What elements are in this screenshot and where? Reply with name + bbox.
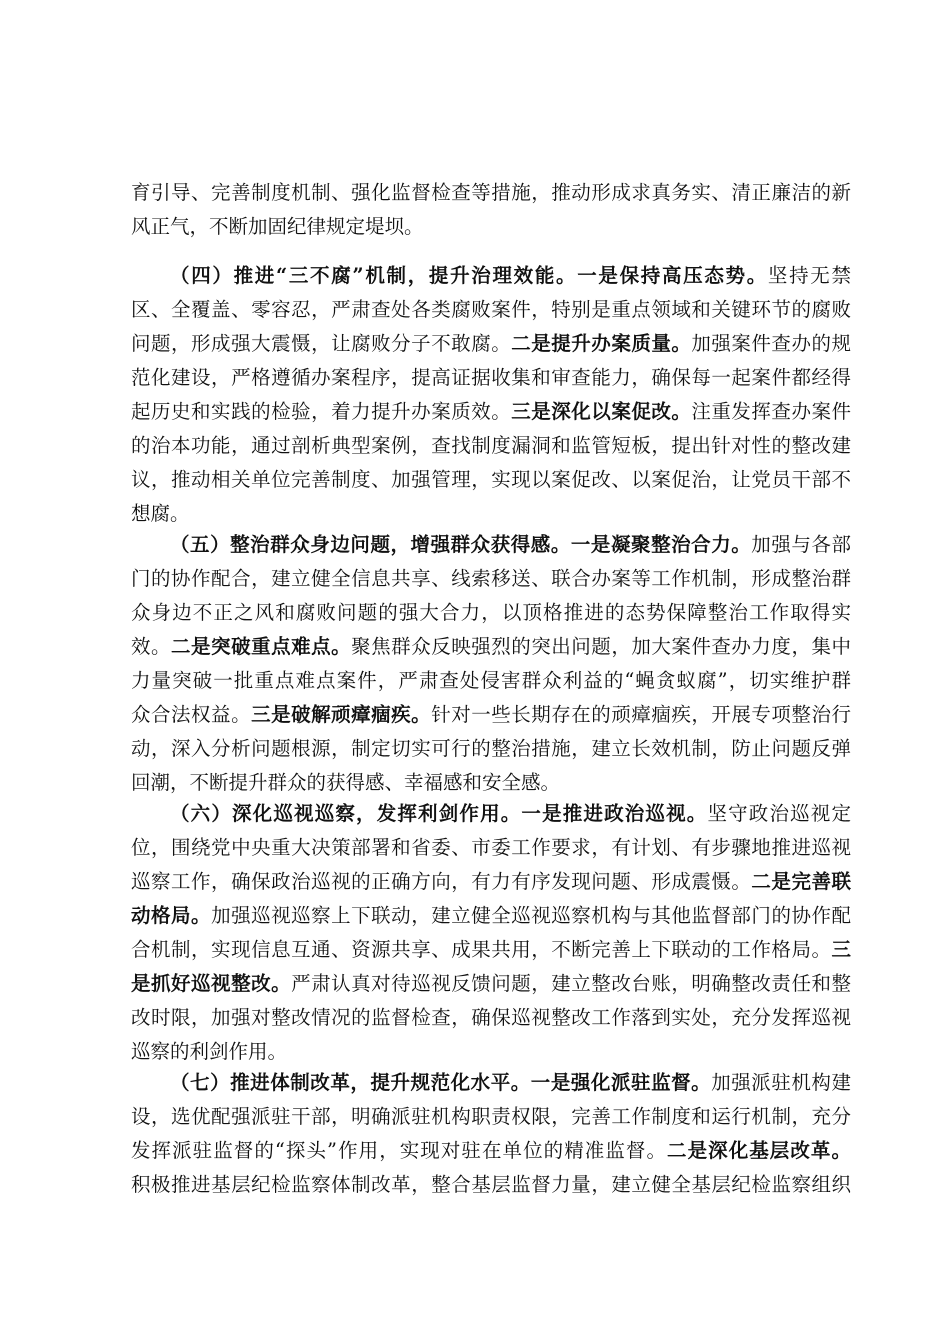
bold-text-segment: 三是破解顽瘴痼疾。 — [251, 703, 432, 726]
text-segment: 的治本功能，通过剖析典型案例，查找制度漏洞和监管短板，提出针对性的整改建 — [131, 434, 851, 457]
paragraph-line — [131, 967, 851, 1001]
paragraph-line — [131, 176, 851, 210]
text-segment: 位，围绕党中央重大决策部署和省委、市委工作要求，有计划、有步骤地推进巡视 — [131, 836, 851, 859]
text-segment: 众合法权益。 — [131, 703, 252, 726]
text-segment: 回潮，不断提升群众的获得感、幸福感和安全感。 — [131, 771, 561, 794]
bold-text-segment: 二是突破重点难点。 — [171, 635, 352, 658]
text-segment: 加强案件查办的规 — [691, 332, 851, 355]
text-segment: 动，深入分析问题根源，制定切实可行的整治措施，建立长效机制，防止问题反弹 — [131, 737, 851, 760]
text-segment: 合机制，实现信息互通、资源共享、成果共用，不断完善上下联动的工作格局。 — [131, 938, 832, 961]
text-segment: 发挥派驻监督的“探头”作用，实现对驻在单位的精准监督。 — [131, 1139, 668, 1162]
paragraph-line — [131, 1001, 851, 1035]
paragraph-line — [131, 327, 851, 361]
paragraph-line — [131, 899, 851, 933]
text-segment: 加强与各部 — [751, 533, 851, 556]
paragraph-heading-line — [170, 797, 851, 831]
text-segment: 问题，形成强大震慑，让腐败分子不敢腐。 — [131, 332, 512, 355]
text-segment: 坚持无禁 — [767, 264, 851, 287]
text-segment: 想腐。 — [131, 502, 190, 525]
text-segment: 育引导、完善制度机制、强化监督检查等措施，推动形成求真务实、清正廉洁的新 — [131, 181, 851, 204]
text-segment: 巡察的利剑作用。 — [131, 1040, 288, 1063]
bold-text-segment: 二是深化基层改革。 — [667, 1139, 851, 1162]
paragraph-line — [131, 630, 851, 664]
paragraph-line — [131, 562, 851, 596]
text-segment: 议，推动相关单位完善制度、加强管理，实现以案促改、以案促治，让党员干部不 — [131, 468, 851, 491]
paragraph-line — [131, 293, 851, 327]
text-segment: 设，选优配强派驻干部，明确派驻机构职责权限，完善工作制度和运行机制，充分 — [131, 1105, 851, 1128]
bold-text-segment: （七）推进体制改革，提升规范化水平。一是强化派驻监督。 — [170, 1071, 712, 1094]
text-segment: 加强巡视巡察上下联动，建立健全巡视巡察机构与其他监督部门的协作配 — [211, 904, 851, 927]
paragraph-line — [131, 429, 851, 463]
bold-text-segment: 三是深化以案促改。 — [511, 400, 692, 423]
text-segment: 区、全覆盖、零容忍，严肃查处各类腐败案件，特别是重点领域和关键环节的腐败 — [131, 298, 851, 321]
paragraph-line — [131, 361, 851, 395]
paragraph-line — [131, 210, 851, 244]
text-segment: 针对一些长期存在的顽瘴痼疾，开展专项整治行 — [431, 703, 851, 726]
text-segment: 范化建设，严格遵循办案程序，提高证据收集和审查能力，确保每一起案件都经得 — [131, 366, 851, 389]
paragraph-line — [131, 1100, 851, 1134]
text-segment: 风正气，不断加固纪律规定堤坝。 — [131, 215, 424, 238]
text-segment: 聚焦群众反映强烈的突出问题，加大案件查办力度，集中 — [351, 635, 851, 658]
paragraph-line — [131, 1134, 851, 1168]
text-segment: 加强派驻机构建 — [711, 1071, 851, 1094]
paragraph-line — [131, 766, 851, 800]
text-segment: 注重发挥查办案件 — [691, 400, 851, 423]
bold-text-segment: 二是完善联 — [751, 870, 851, 893]
text-segment: 起历史和实践的检验，着力提升办案质效。 — [131, 400, 512, 423]
paragraph-line — [131, 1168, 851, 1202]
paragraph-line — [131, 698, 851, 732]
text-segment: 门的协作配合，建立健全信息共享、线索移送、联合办案等工作机制，形成整治群 — [131, 567, 851, 590]
bold-text-segment: （五）整治群众身边问题，增强群众获得感。一是凝聚整治合力。 — [170, 533, 752, 556]
paragraph-line — [131, 1035, 851, 1069]
paragraph-heading-line — [170, 259, 851, 293]
paragraph-line — [131, 933, 851, 967]
paragraph-heading-line — [170, 1066, 851, 1100]
paragraph-heading-line — [170, 528, 851, 562]
bold-text-segment: 动格局。 — [131, 904, 212, 927]
paragraph-line — [131, 497, 851, 531]
paragraph-line — [131, 831, 851, 865]
text-segment: 积极推进基层纪检监察体制改革，整合基层监督力量，建立健全基层纪检监察组织 — [131, 1173, 851, 1196]
text-segment: 效。 — [131, 635, 172, 658]
bold-text-segment: 二是提升办案质量。 — [511, 332, 692, 355]
paragraph-line — [131, 463, 851, 497]
text-segment: 力量突破一批重点难点案件，严肃查处侵害群众利益的“蝇贪蚁腐”，切实维护群 — [131, 669, 851, 692]
text-segment: 改时限，加强对整改情况的监督检查，确保巡视整改工作落到实处，充分发挥巡视 — [131, 1006, 851, 1029]
paragraph-line — [131, 732, 851, 766]
paragraph-line — [131, 395, 851, 429]
paragraph-line — [131, 596, 851, 630]
text-segment: 巡察工作，确保政治巡视的正确方向，有力有序发现问题、形成震慑。 — [131, 870, 752, 893]
bold-text-segment: （四）推进“三不腐”机制，提升治理效能。一是保持高压态势。 — [170, 264, 768, 287]
paragraph-line — [131, 664, 851, 698]
bold-text-segment: （六）深化巡视巡察，发挥利剑作用。一是推进政治巡视。 — [170, 802, 708, 825]
bold-text-segment: 是抓好巡视整改。 — [131, 972, 292, 995]
paragraph-line — [131, 865, 851, 899]
text-segment: 严肃认真对待巡视反馈问题，建立整改台账，明确整改责任和整 — [291, 972, 851, 995]
text-segment: 坚守政治巡视定 — [707, 802, 851, 825]
bold-text-segment: 三 — [831, 938, 851, 961]
text-segment: 众身边不正之风和腐败问题的强大合力，以顶格推进的态势保障整治工作取得实 — [131, 601, 851, 624]
